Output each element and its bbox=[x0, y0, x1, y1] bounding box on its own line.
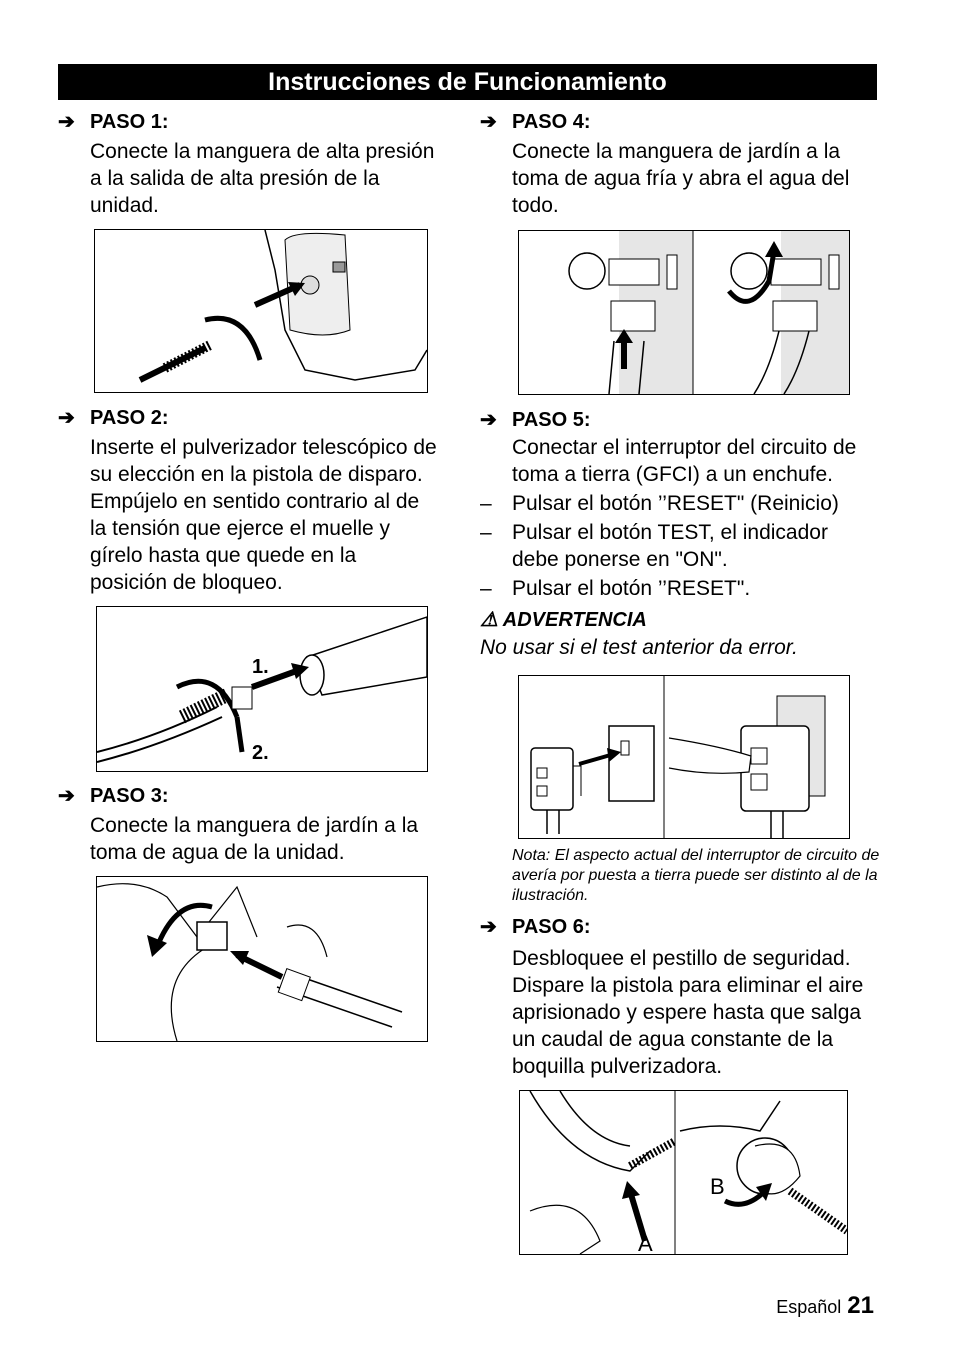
warning-icon: ⚠ bbox=[480, 609, 498, 631]
step-1-title: ➔ PASO 1: bbox=[58, 111, 169, 133]
step-5-item: – Pulsar el botón TEST, el indicador debe ponerse en "ON". bbox=[480, 521, 828, 571]
left-column-2 bbox=[58, 406, 438, 596]
note-block bbox=[480, 846, 880, 906]
right-column bbox=[480, 110, 860, 219]
figure-step-5 bbox=[518, 675, 850, 839]
figure-step-2 bbox=[96, 606, 428, 772]
left-column-3 bbox=[58, 784, 438, 866]
label-a: A bbox=[638, 1231, 653, 1254]
step-5-text: Conectar el interruptor del circuito de toma a tierra (GFCI) a un enchufe. bbox=[512, 436, 857, 486]
step-6-title: ➔ PASO 6: bbox=[480, 916, 591, 938]
arrow-icon: ➔ bbox=[58, 407, 75, 429]
arrow-icon: ➔ bbox=[58, 111, 75, 133]
step-5-item: – Pulsar el botón ’’RESET". bbox=[480, 577, 751, 600]
figure-step-1 bbox=[94, 229, 428, 393]
step-4-title: ➔ PASO 4: bbox=[480, 111, 591, 133]
footer-language: Español bbox=[776, 1297, 842, 1317]
step-4-text: Conecte la manguera de jardín a la toma de agua fría y abra el agua del todo. bbox=[512, 140, 850, 217]
arrow-icon: ➔ bbox=[480, 916, 497, 938]
figure-step-4 bbox=[518, 230, 850, 395]
step-5-title: ➔ PASO 5: bbox=[480, 409, 591, 431]
label-2: 2. bbox=[252, 742, 269, 764]
step-3-text: Conecte la manguera de jardín a la toma de agua de la unidad. bbox=[90, 814, 419, 864]
page-number: 21 bbox=[847, 1292, 874, 1319]
figure-step-3 bbox=[96, 876, 428, 1042]
right-column-2 bbox=[480, 408, 880, 661]
step-1-text: Conecte la manguera de alta presión a la salida de alta presión de la unidad. bbox=[90, 140, 435, 217]
figure-step-6 bbox=[519, 1090, 848, 1255]
step-2-text: Inserte el pulverizador telescópico de su elección en la pistola de disparo. Empújelo en sentido contrario al de la tensión que ejerce el muelle y gírelo hasta que quede en la posición de bloqueo. bbox=[90, 436, 437, 594]
label-b: B bbox=[710, 1174, 725, 1199]
step-3-title: ➔ PASO 3: bbox=[58, 785, 169, 807]
warning-text: No usar si el test anterior da error. bbox=[480, 636, 798, 659]
left-column bbox=[58, 110, 438, 219]
arrow-icon: ➔ bbox=[480, 409, 497, 431]
step-5-item: – Pulsar el botón ’’RESET" (Reinicio) bbox=[480, 492, 839, 515]
page-footer bbox=[776, 1292, 874, 1320]
label-1: 1. bbox=[252, 656, 269, 678]
step-6-text: Desbloquee el pestillo de seguridad. Dispare la pistola para eliminar el aire aprisionado y espere hasta que salga un caudal de agua constante de la boquilla pulverizadora. bbox=[512, 947, 864, 1078]
step-2-title: ➔ PASO 2: bbox=[58, 407, 169, 429]
arrow-icon: ➔ bbox=[58, 785, 75, 807]
note-text: Nota: El aspecto actual del interruptor de circuito de avería por puesta a tierra puede ser distinto al de la ilustración. bbox=[512, 847, 880, 904]
warning-title: ⚠ ADVERTENCIA bbox=[480, 609, 647, 631]
right-column-3 bbox=[480, 915, 880, 1080]
arrow-icon: ➔ bbox=[480, 111, 497, 133]
page-title: Instrucciones de Funcionamiento bbox=[58, 64, 877, 100]
